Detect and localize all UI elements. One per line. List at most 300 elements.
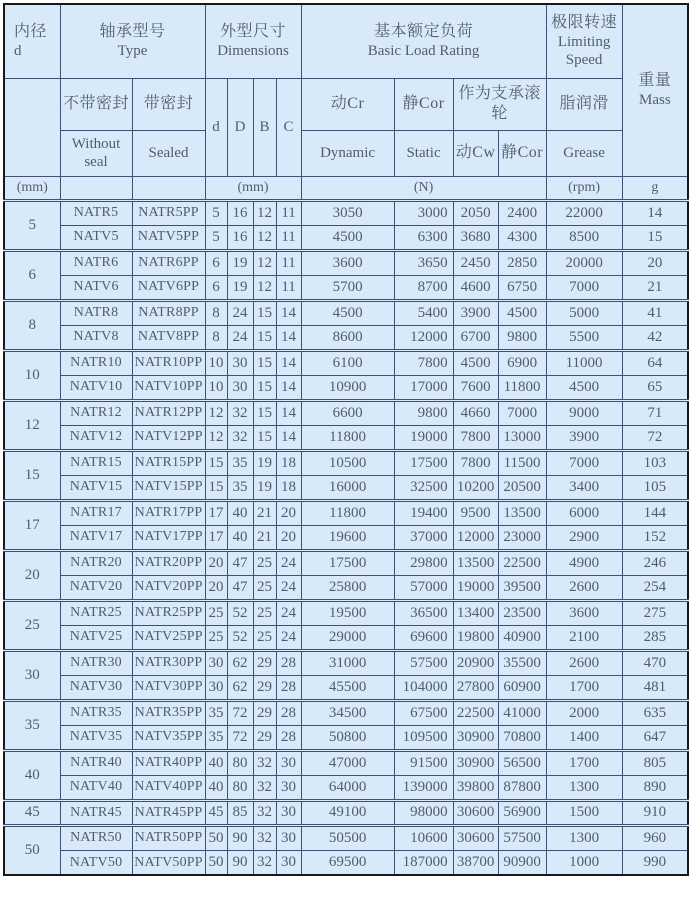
cell-mass: 960: [622, 825, 688, 850]
cell-limiting-speed: 4500: [546, 375, 622, 400]
cell-dim-B: 25: [253, 625, 276, 650]
cell-model-open: NATR10: [60, 350, 132, 375]
cell-dim-d: 20: [205, 550, 227, 575]
cell-limiting-speed: 1000: [546, 850, 622, 875]
cell-dim-d: 15: [205, 450, 227, 475]
cell-dim-d: 35: [205, 725, 227, 750]
cell-static-cor2: 7000: [498, 400, 546, 425]
cell-model-open: NATR50: [60, 825, 132, 850]
cell-model-sealed: NATV40PP: [132, 775, 205, 800]
cell-dim-C: 30: [276, 850, 301, 875]
cell-static-cor2: 4500: [498, 300, 546, 325]
cell-static-cor2: 20500: [498, 475, 546, 500]
cell-inner-diameter: 30: [4, 650, 60, 700]
cell-dynamic-cr: 69500: [301, 850, 394, 875]
cell-dynamic-cw: 9500: [453, 500, 498, 525]
cell-dynamic-cw: 39800: [453, 775, 498, 800]
table-row: [4, 475, 688, 500]
cell-dim-B: 15: [253, 325, 276, 350]
cell-dim-B: 12: [253, 250, 276, 275]
cell-dynamic-cr: 47000: [301, 750, 394, 775]
cell-dim-d: 5: [205, 200, 227, 225]
cell-dim-B: 19: [253, 450, 276, 475]
cell-dim-D: 16: [227, 200, 253, 225]
cell-dim-C: 14: [276, 425, 301, 450]
cell-dynamic-cw: 7800: [453, 450, 498, 475]
cell-dim-B: 32: [253, 800, 276, 825]
cell-inner-diameter: 15: [4, 450, 60, 500]
units-row: [4, 176, 688, 200]
bearing-spec-table: [3, 3, 689, 876]
cell-model-sealed: NATR12PP: [132, 400, 205, 425]
cell-dynamic-cw: 12000: [453, 525, 498, 550]
cell-dim-d: 8: [205, 300, 227, 325]
cell-limiting-speed: 7000: [546, 450, 622, 475]
cell-dim-d: 25: [205, 625, 227, 650]
cell-model-sealed: NATR35PP: [132, 700, 205, 725]
cell-mass: 481: [622, 675, 688, 700]
cell-limiting-speed: 1300: [546, 775, 622, 800]
cell-dim-C: 30: [276, 750, 301, 775]
cell-inner-diameter: 8: [4, 300, 60, 350]
header-limiting-speed: [546, 4, 622, 78]
table-row: [4, 750, 688, 775]
cell-static-cor: 5400: [394, 300, 453, 325]
cell-dim-D: 19: [227, 275, 253, 300]
table-row: [4, 650, 688, 675]
cell-static-cor2: 6750: [498, 275, 546, 300]
table-row: [4, 275, 688, 300]
cell-dim-d: 30: [205, 675, 227, 700]
cell-dynamic-cr: 31000: [301, 650, 394, 675]
cell-mass: 21: [622, 275, 688, 300]
cell-limiting-speed: 3600: [546, 600, 622, 625]
cell-inner-diameter: 20: [4, 550, 60, 600]
header-dynamic-cr-en: Dynamic: [301, 130, 394, 176]
cell-mass: 910: [622, 800, 688, 825]
cell-limiting-speed: 9000: [546, 400, 622, 425]
cell-model-open: NATR40: [60, 750, 132, 775]
cell-dim-d: 5: [205, 225, 227, 250]
unit-dimensions: (mm): [205, 176, 301, 200]
cell-dynamic-cr: 3600: [301, 250, 394, 275]
cell-model-open: NATV15: [60, 475, 132, 500]
table-row: [4, 225, 688, 250]
cell-dim-D: 80: [227, 775, 253, 800]
header-load-rating: [301, 4, 546, 78]
cell-dynamic-cw: 4600: [453, 275, 498, 300]
cell-static-cor2: 23000: [498, 525, 546, 550]
cell-static-cor2: 13000: [498, 425, 546, 450]
cell-static-cor: 69600: [394, 625, 453, 650]
table-header: [4, 4, 688, 200]
cell-limiting-speed: 20000: [546, 250, 622, 275]
cell-dynamic-cw: 10200: [453, 475, 498, 500]
cell-dim-C: 18: [276, 450, 301, 475]
cell-dim-C: 14: [276, 300, 301, 325]
cell-dynamic-cr: 10900: [301, 375, 394, 400]
cell-dim-C: 24: [276, 575, 301, 600]
cell-static-cor: 3000: [394, 200, 453, 225]
cell-dim-D: 52: [227, 600, 253, 625]
unit-without-seal-spacer: [60, 176, 132, 200]
cell-dynamic-cw: 30600: [453, 825, 498, 850]
table-row: [4, 850, 688, 875]
header-row-2: [4, 78, 688, 130]
cell-dim-B: 15: [253, 425, 276, 450]
cell-model-sealed: NATV15PP: [132, 475, 205, 500]
header-dimensions: [205, 4, 301, 78]
table-row: [4, 825, 688, 850]
cell-dim-C: 28: [276, 650, 301, 675]
cell-dynamic-cr: 34500: [301, 700, 394, 725]
header-dim-C: C: [276, 78, 301, 176]
header-sealed-en: Sealed: [132, 130, 205, 176]
cell-dynamic-cr: 17500: [301, 550, 394, 575]
cell-mass: 254: [622, 575, 688, 600]
cell-dim-D: 90: [227, 825, 253, 850]
cell-inner-diameter: 50: [4, 825, 60, 875]
cell-dim-D: 32: [227, 425, 253, 450]
cell-dim-D: 30: [227, 350, 253, 375]
cell-dim-B: 21: [253, 525, 276, 550]
table-row: [4, 525, 688, 550]
cell-dim-D: 40: [227, 525, 253, 550]
cell-model-sealed: NATR6PP: [132, 250, 205, 275]
cell-inner-diameter: 12: [4, 400, 60, 450]
cell-dim-d: 50: [205, 825, 227, 850]
header-dimensions-zh: 外型尺寸: [220, 23, 287, 41]
cell-dim-D: 35: [227, 450, 253, 475]
cell-dim-C: 30: [276, 775, 301, 800]
cell-dim-B: 32: [253, 850, 276, 875]
header-limiting-speed-en2: Speed: [565, 52, 603, 68]
cell-dim-C: 20: [276, 500, 301, 525]
cell-dynamic-cw: 27800: [453, 675, 498, 700]
cell-static-cor: 37000: [394, 525, 453, 550]
cell-limiting-speed: 1400: [546, 725, 622, 750]
cell-model-sealed: NATV25PP: [132, 625, 205, 650]
cell-static-cor: 139000: [394, 775, 453, 800]
cell-dynamic-cw: 38700: [453, 850, 498, 875]
header-mass: [622, 4, 688, 176]
cell-dim-D: 40: [227, 500, 253, 525]
cell-model-open: NATV8: [60, 325, 132, 350]
cell-dim-D: 35: [227, 475, 253, 500]
cell-dim-B: 29: [253, 650, 276, 675]
cell-dim-B: 15: [253, 400, 276, 425]
header-load-rating-en: Basic Load Rating: [367, 42, 480, 59]
cell-limiting-speed: 1300: [546, 825, 622, 850]
cell-static-cor2: 56900: [498, 800, 546, 825]
cell-dynamic-cr: 5700: [301, 275, 394, 300]
cell-dynamic-cr: 16000: [301, 475, 394, 500]
cell-static-cor: 109500: [394, 725, 453, 750]
cell-mass: 65: [622, 375, 688, 400]
cell-model-open: NATR30: [60, 650, 132, 675]
cell-inner-diameter: 35: [4, 700, 60, 750]
cell-model-open: NATV17: [60, 525, 132, 550]
table-row: [4, 425, 688, 450]
cell-dim-B: 15: [253, 350, 276, 375]
cell-dynamic-cr: 50800: [301, 725, 394, 750]
cell-static-cor: 7800: [394, 350, 453, 375]
cell-dim-C: 11: [276, 225, 301, 250]
cell-static-cor: 3650: [394, 250, 453, 275]
cell-model-open: NATR6: [60, 250, 132, 275]
table-row: [4, 600, 688, 625]
header-dynamic-cw: 动Cw: [453, 130, 498, 176]
cell-static-cor2: 4300: [498, 225, 546, 250]
cell-static-cor: 57000: [394, 575, 453, 600]
header-inner-diameter-en: d: [14, 42, 22, 59]
cell-mass: 144: [622, 500, 688, 525]
cell-dynamic-cw: 2450: [453, 250, 498, 275]
cell-mass: 890: [622, 775, 688, 800]
header-row-1: [4, 4, 688, 78]
cell-mass: 72: [622, 425, 688, 450]
cell-limiting-speed: 4900: [546, 550, 622, 575]
cell-dynamic-cw: 13500: [453, 550, 498, 575]
cell-mass: 64: [622, 350, 688, 375]
unit-speed: (rpm): [546, 176, 622, 200]
cell-model-open: NATV20: [60, 575, 132, 600]
cell-dim-B: 12: [253, 200, 276, 225]
cell-static-cor2: 41000: [498, 700, 546, 725]
cell-dynamic-cw: 3680: [453, 225, 498, 250]
cell-model-open: NATR17: [60, 500, 132, 525]
cell-dim-B: 12: [253, 225, 276, 250]
cell-limiting-speed: 2000: [546, 700, 622, 725]
cell-dim-B: 32: [253, 750, 276, 775]
cell-static-cor2: 87800: [498, 775, 546, 800]
cell-dim-C: 11: [276, 200, 301, 225]
cell-static-cor: 19000: [394, 425, 453, 450]
cell-dynamic-cr: 11800: [301, 500, 394, 525]
cell-model-open: NATR12: [60, 400, 132, 425]
cell-model-open: NATV50: [60, 850, 132, 875]
cell-dim-B: 19: [253, 475, 276, 500]
cell-limiting-speed: 2100: [546, 625, 622, 650]
header-load-rating-zh: 基本额定负荷: [374, 23, 474, 41]
cell-dim-D: 47: [227, 550, 253, 575]
cell-model-sealed: NATR30PP: [132, 650, 205, 675]
cell-inner-diameter: 10: [4, 350, 60, 400]
header-without-seal-zh: 不带密封: [60, 78, 132, 130]
cell-model-sealed: NATR15PP: [132, 450, 205, 475]
cell-static-cor2: 40900: [498, 625, 546, 650]
cell-static-cor2: 6900: [498, 350, 546, 375]
cell-mass: 105: [622, 475, 688, 500]
table-row: [4, 375, 688, 400]
cell-limiting-speed: 1500: [546, 800, 622, 825]
cell-dim-B: 32: [253, 825, 276, 850]
cell-static-cor: 17500: [394, 450, 453, 475]
header-static-cor2: 静Cor: [498, 130, 546, 176]
header-support-roller: 作为支承滚轮: [453, 78, 546, 130]
cell-static-cor2: 70800: [498, 725, 546, 750]
cell-dim-C: 14: [276, 325, 301, 350]
cell-static-cor2: 13500: [498, 500, 546, 525]
table-row: [4, 575, 688, 600]
cell-mass: 246: [622, 550, 688, 575]
cell-limiting-speed: 2900: [546, 525, 622, 550]
cell-dynamic-cw: 7800: [453, 425, 498, 450]
cell-static-cor: 57500: [394, 650, 453, 675]
cell-mass: 990: [622, 850, 688, 875]
header-without-seal-en: Without seal: [60, 130, 132, 176]
header-dynamic-cr-zh: 动Cr: [301, 78, 394, 130]
cell-limiting-speed: 22000: [546, 200, 622, 225]
cell-dynamic-cw: 19800: [453, 625, 498, 650]
cell-dynamic-cr: 45500: [301, 675, 394, 700]
cell-limiting-speed: 2600: [546, 575, 622, 600]
header-limiting-speed-en1: Limiting: [557, 33, 611, 50]
cell-dynamic-cr: 6600: [301, 400, 394, 425]
cell-static-cor: 17000: [394, 375, 453, 400]
header-type-en: Type: [117, 42, 148, 59]
cell-model-sealed: NATV35PP: [132, 725, 205, 750]
table-row: [4, 775, 688, 800]
cell-dynamic-cw: 3900: [453, 300, 498, 325]
cell-static-cor2: 11800: [498, 375, 546, 400]
cell-dim-D: 90: [227, 850, 253, 875]
cell-limiting-speed: 2600: [546, 650, 622, 675]
header-inner-diameter: [4, 4, 60, 78]
cell-dim-D: 32: [227, 400, 253, 425]
cell-dynamic-cw: 30900: [453, 750, 498, 775]
cell-dim-d: 50: [205, 850, 227, 875]
cell-static-cor2: 9800: [498, 325, 546, 350]
header-static-cor-zh: 静Cor: [394, 78, 453, 130]
cell-dim-B: 32: [253, 775, 276, 800]
header-mass-en: Mass: [639, 91, 671, 108]
cell-dim-B: 29: [253, 675, 276, 700]
cell-limiting-speed: 3400: [546, 475, 622, 500]
cell-model-open: NATR20: [60, 550, 132, 575]
table-row: [4, 200, 688, 225]
cell-model-open: NATV35: [60, 725, 132, 750]
cell-model-sealed: NATV12PP: [132, 425, 205, 450]
cell-model-sealed: NATV5PP: [132, 225, 205, 250]
cell-dynamic-cw: 2050: [453, 200, 498, 225]
cell-model-open: NATR25: [60, 600, 132, 625]
cell-mass: 20: [622, 250, 688, 275]
cell-static-cor: 91500: [394, 750, 453, 775]
cell-model-open: NATV12: [60, 425, 132, 450]
cell-dynamic-cw: 4660: [453, 400, 498, 425]
cell-dynamic-cr: 6100: [301, 350, 394, 375]
cell-model-sealed: NATR8PP: [132, 300, 205, 325]
unit-inner-diameter: (mm): [4, 176, 60, 200]
cell-dynamic-cr: 19500: [301, 600, 394, 625]
cell-dim-B: 29: [253, 725, 276, 750]
cell-dynamic-cw: 6700: [453, 325, 498, 350]
cell-dynamic-cw: 22500: [453, 700, 498, 725]
cell-dim-D: 80: [227, 750, 253, 775]
cell-dim-D: 19: [227, 250, 253, 275]
cell-dim-D: 30: [227, 375, 253, 400]
table-row: [4, 625, 688, 650]
cell-inner-diameter: 45: [4, 800, 60, 825]
cell-static-cor2: 90900: [498, 850, 546, 875]
cell-dim-C: 24: [276, 600, 301, 625]
cell-dynamic-cw: 7600: [453, 375, 498, 400]
cell-static-cor: 19400: [394, 500, 453, 525]
cell-static-cor: 32500: [394, 475, 453, 500]
cell-model-sealed: NATR25PP: [132, 600, 205, 625]
cell-dim-D: 62: [227, 650, 253, 675]
cell-dim-d: 40: [205, 775, 227, 800]
header-dim-d: d: [205, 78, 227, 176]
cell-dim-C: 28: [276, 675, 301, 700]
header-grease-en: Grease: [546, 130, 622, 176]
cell-dim-d: 12: [205, 425, 227, 450]
cell-model-sealed: NATR50PP: [132, 825, 205, 850]
cell-dim-d: 17: [205, 525, 227, 550]
cell-model-sealed: NATV10PP: [132, 375, 205, 400]
cell-model-sealed: NATV17PP: [132, 525, 205, 550]
cell-dim-D: 47: [227, 575, 253, 600]
table-row: [4, 800, 688, 825]
cell-static-cor: 36500: [394, 600, 453, 625]
cell-dim-d: 25: [205, 600, 227, 625]
cell-model-open: NATR8: [60, 300, 132, 325]
cell-mass: 805: [622, 750, 688, 775]
cell-static-cor: 104000: [394, 675, 453, 700]
cell-model-open: NATV40: [60, 775, 132, 800]
cell-dim-C: 30: [276, 800, 301, 825]
cell-static-cor: 10600: [394, 825, 453, 850]
cell-inner-diameter: 6: [4, 250, 60, 300]
table-row: [4, 725, 688, 750]
cell-dim-B: 15: [253, 375, 276, 400]
cell-dynamic-cr: 64000: [301, 775, 394, 800]
cell-dynamic-cw: 13400: [453, 600, 498, 625]
cell-model-open: NATV10: [60, 375, 132, 400]
cell-dynamic-cw: 4500: [453, 350, 498, 375]
cell-dim-B: 25: [253, 575, 276, 600]
cell-limiting-speed: 8500: [546, 225, 622, 250]
cell-dynamic-cw: 20900: [453, 650, 498, 675]
cell-static-cor: 187000: [394, 850, 453, 875]
cell-model-sealed: NATR5PP: [132, 200, 205, 225]
cell-model-open: NATR5: [60, 200, 132, 225]
cell-dynamic-cr: 29000: [301, 625, 394, 650]
cell-dim-C: 28: [276, 700, 301, 725]
cell-static-cor2: 11500: [498, 450, 546, 475]
table-row: [4, 550, 688, 575]
header-type: [60, 4, 205, 78]
cell-dim-d: 6: [205, 250, 227, 275]
cell-static-cor2: 22500: [498, 550, 546, 575]
cell-dim-d: 45: [205, 800, 227, 825]
cell-model-sealed: NATR17PP: [132, 500, 205, 525]
cell-dim-d: 40: [205, 750, 227, 775]
cell-dim-D: 62: [227, 675, 253, 700]
header-sealed-zh: 带密封: [132, 78, 205, 130]
cell-model-open: NATR15: [60, 450, 132, 475]
cell-inner-diameter: 40: [4, 750, 60, 800]
cell-dynamic-cr: 49100: [301, 800, 394, 825]
cell-static-cor2: 57500: [498, 825, 546, 850]
table-row: [4, 250, 688, 275]
cell-model-open: NATV5: [60, 225, 132, 250]
table-row: [4, 700, 688, 725]
cell-dim-d: 30: [205, 650, 227, 675]
cell-dim-C: 24: [276, 550, 301, 575]
cell-limiting-speed: 1700: [546, 675, 622, 700]
